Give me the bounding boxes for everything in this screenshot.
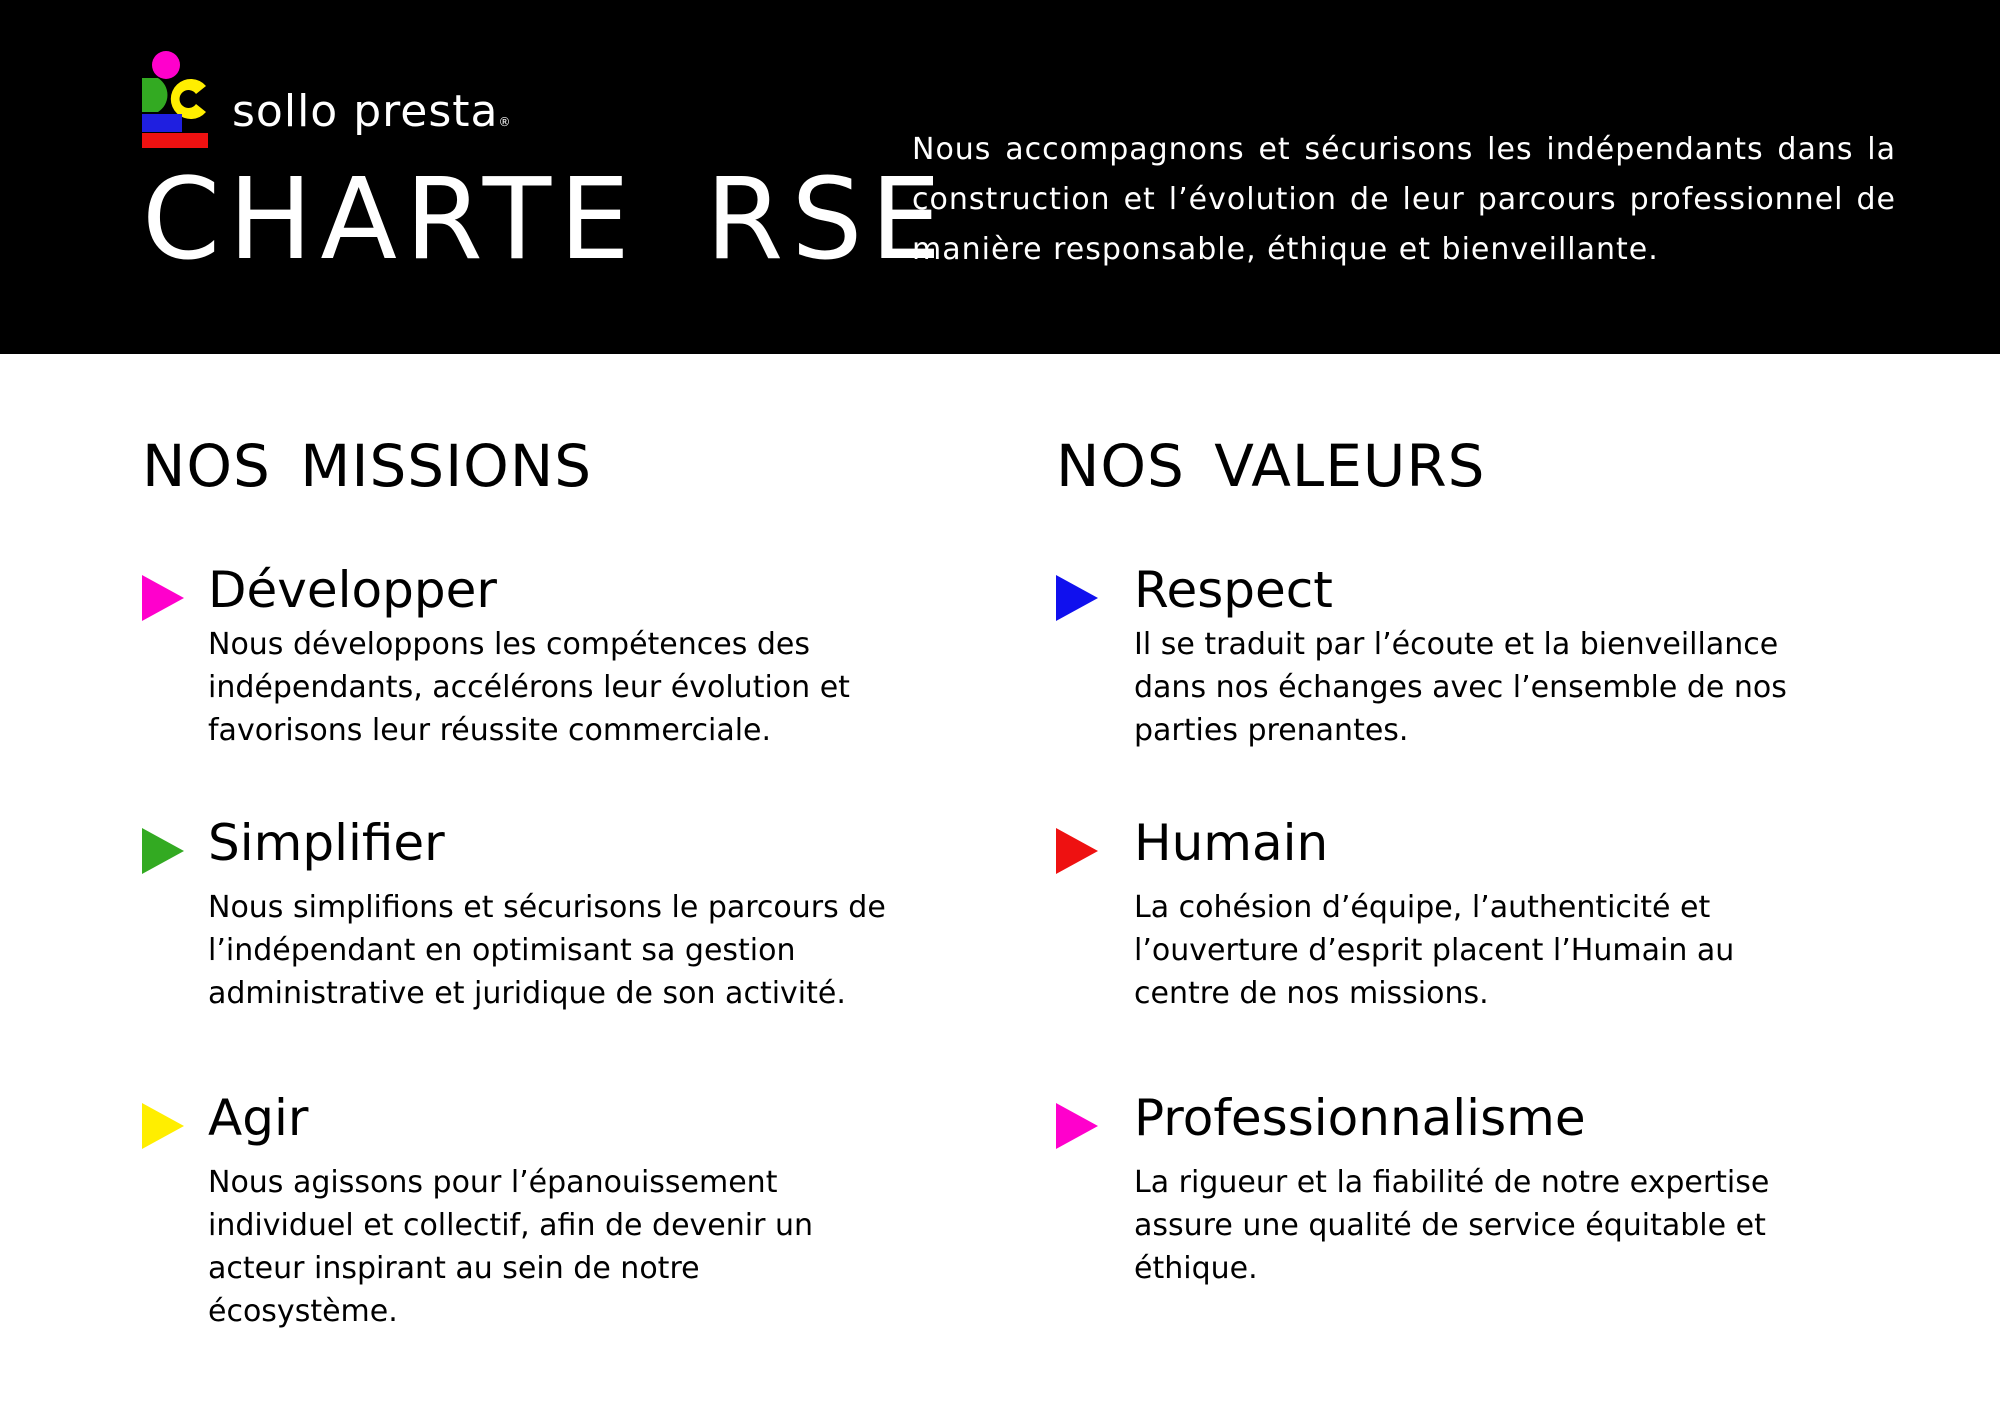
- page-title: CHARTE RSE: [142, 155, 950, 285]
- value-title: Humain: [1134, 814, 1329, 872]
- mission-title: Agir: [208, 1089, 309, 1147]
- value-text: La cohésion d’équipe, l’authenticité et l’ouverture d’esprit placent l’Humain au centre de nos missions.: [1134, 890, 1735, 1011]
- intro-text: Nous accompagnons et sécurisons les indépendants dans la construction et l’évolution de leur parcours professionnel de manière responsable, éthique et bienveillante.: [912, 132, 1896, 267]
- mission-text: Nous développons les compétences des indépendants, accélérons leur évolution et favorisons leur réussite commerciale.: [208, 627, 850, 748]
- triangle-bullet-icon: [142, 828, 184, 874]
- mission-title: Développer: [208, 561, 497, 619]
- triangle-bullet-icon: [1056, 1103, 1098, 1149]
- mission-text: Nous simplifions et sécurisons le parcours de l’indépendant en optimisant sa gestion administrative et juridique de son activité.: [208, 890, 886, 1011]
- brand-wordmark: [232, 86, 511, 137]
- value-title: Respect: [1134, 561, 1333, 619]
- triangle-bullet-icon: [142, 1103, 184, 1149]
- mission-text: Nous agissons pour l’épanouissement individuel et collectif, afin de devenir un acteur inspirant au sein de notre écosystème.: [208, 1165, 813, 1329]
- value-text: La rigueur et la fiabilité de notre expertise assure une qualité de service équitable et éthique.: [1134, 1165, 1770, 1286]
- mission-title: Simplifier: [208, 814, 445, 872]
- triangle-bullet-icon: [142, 575, 184, 621]
- registered-mark: ®: [498, 115, 512, 129]
- header-banner: [0, 0, 2000, 354]
- triangle-bullet-icon: [1056, 828, 1098, 874]
- missions-heading: NOS MISSIONS: [142, 432, 593, 500]
- logo-mark-icon: [142, 48, 222, 148]
- value-text: Il se traduit par l’écoute et la bienveillance dans nos échanges avec l’ensemble de nos parties prenantes.: [1134, 627, 1787, 748]
- values-heading: NOS VALEURS: [1056, 432, 1486, 500]
- brand-logo: [142, 48, 512, 148]
- triangle-bullet-icon: [1056, 575, 1098, 621]
- value-title: Professionnalisme: [1134, 1089, 1586, 1147]
- brand-name: sollo presta: [232, 86, 499, 137]
